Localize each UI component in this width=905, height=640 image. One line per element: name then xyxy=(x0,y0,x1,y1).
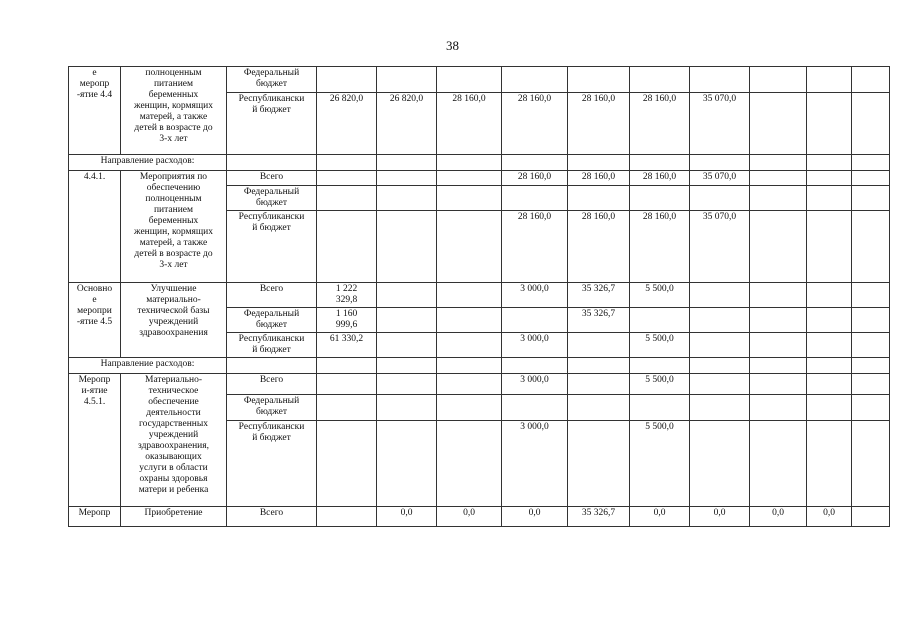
amount-cell xyxy=(750,421,807,507)
empty-cell xyxy=(568,358,630,374)
amount-cell: 5 500,0 xyxy=(630,374,690,395)
amount-cell xyxy=(630,308,690,333)
amount-cell: 3 000,0 xyxy=(502,421,568,507)
amount-cell xyxy=(502,308,568,333)
amount-cell xyxy=(317,374,377,395)
measure-code-cell: Меропр и-ятие 4.5.1. xyxy=(69,374,121,507)
empty-cell xyxy=(690,358,750,374)
amount-cell xyxy=(377,186,437,211)
amount-cell xyxy=(568,421,630,507)
amount-cell: 28 160,0 xyxy=(502,93,568,155)
amount-cell xyxy=(437,421,502,507)
amount-cell: 28 160,0 xyxy=(568,171,630,186)
amount-cell xyxy=(568,395,630,421)
measure-name-cell: Улучшение материально- технической базы учреждений здравоохранения xyxy=(121,283,227,358)
amount-cell xyxy=(317,67,377,93)
empty-cell xyxy=(437,155,502,171)
amount-cell xyxy=(502,395,568,421)
amount-cell: 5 500,0 xyxy=(630,283,690,308)
amount-cell xyxy=(630,395,690,421)
measure-code-cell: Меропр xyxy=(69,507,121,527)
amount-cell xyxy=(377,308,437,333)
amount-cell xyxy=(317,211,377,283)
amount-cell xyxy=(690,308,750,333)
amount-cell xyxy=(377,374,437,395)
amount-cell xyxy=(852,211,890,283)
empty-cell xyxy=(502,155,568,171)
amount-cell xyxy=(807,395,852,421)
amount-cell xyxy=(750,186,807,211)
amount-cell xyxy=(437,283,502,308)
amount-cell xyxy=(568,186,630,211)
amount-cell xyxy=(852,333,890,358)
amount-cell: 1 222 329,8 xyxy=(317,283,377,308)
amount-cell xyxy=(852,67,890,93)
empty-cell xyxy=(437,358,502,374)
amount-cell: 0,0 xyxy=(750,507,807,527)
amount-cell: 35 070,0 xyxy=(690,171,750,186)
amount-cell xyxy=(568,333,630,358)
empty-cell xyxy=(630,358,690,374)
page-number: 38 xyxy=(446,38,459,53)
amount-cell: 1 160 999,6 xyxy=(317,308,377,333)
table-row xyxy=(69,358,890,374)
empty-cell xyxy=(750,358,807,374)
amount-cell: 0,0 xyxy=(690,507,750,527)
funding-source-cell: Всего xyxy=(227,507,317,527)
amount-cell xyxy=(502,67,568,93)
funding-source-cell: Федеральный бюджет xyxy=(227,186,317,211)
amount-cell xyxy=(807,93,852,155)
amount-cell xyxy=(377,283,437,308)
table-row xyxy=(69,374,890,395)
amount-cell: 0,0 xyxy=(437,507,502,527)
amount-cell xyxy=(750,374,807,395)
amount-cell xyxy=(317,421,377,507)
amount-cell: 28 160,0 xyxy=(437,93,502,155)
amount-cell: 3 000,0 xyxy=(502,374,568,395)
amount-cell xyxy=(852,171,890,186)
funding-source-cell: Федеральный бюджет xyxy=(227,308,317,333)
amount-cell xyxy=(568,374,630,395)
empty-cell xyxy=(377,358,437,374)
amount-cell: 3 000,0 xyxy=(502,333,568,358)
empty-cell xyxy=(317,155,377,171)
table-row xyxy=(69,155,890,171)
empty-cell xyxy=(690,155,750,171)
amount-cell: 3 000,0 xyxy=(502,283,568,308)
empty-cell xyxy=(852,358,890,374)
amount-cell xyxy=(690,186,750,211)
amount-cell xyxy=(630,67,690,93)
table-row xyxy=(69,67,890,93)
amount-cell: 35 326,7 xyxy=(568,507,630,527)
amount-cell xyxy=(807,211,852,283)
amount-cell xyxy=(437,308,502,333)
amount-cell xyxy=(437,186,502,211)
amount-cell: 35 326,7 xyxy=(568,283,630,308)
funding-source-cell: Всего xyxy=(227,374,317,395)
amount-cell xyxy=(852,308,890,333)
amount-cell: 35 070,0 xyxy=(690,93,750,155)
direction-label-cell: Направление расходов: xyxy=(69,358,227,374)
funding-source-cell: Всего xyxy=(227,283,317,308)
amount-cell: 61 330,2 xyxy=(317,333,377,358)
table-row xyxy=(69,283,890,308)
amount-cell xyxy=(852,283,890,308)
amount-cell: 28 160,0 xyxy=(630,171,690,186)
amount-cell xyxy=(317,186,377,211)
amount-cell xyxy=(437,374,502,395)
amount-cell xyxy=(437,333,502,358)
amount-cell xyxy=(807,333,852,358)
amount-cell: 28 160,0 xyxy=(568,211,630,283)
amount-cell xyxy=(807,67,852,93)
amount-cell xyxy=(807,308,852,333)
amount-cell xyxy=(852,186,890,211)
budget-table xyxy=(68,66,890,527)
amount-cell xyxy=(750,67,807,93)
funding-source-cell: Республикански й бюджет xyxy=(227,333,317,358)
funding-source-cell: Республикански й бюджет xyxy=(227,93,317,155)
amount-cell xyxy=(852,93,890,155)
measure-name-cell: полноценным питанием беременных женщин, кормящих матерей, а также детей в возрасте до 3-х лет xyxy=(121,67,227,155)
amount-cell: 28 160,0 xyxy=(568,93,630,155)
empty-cell xyxy=(807,358,852,374)
amount-cell xyxy=(690,333,750,358)
amount-cell xyxy=(317,171,377,186)
amount-cell: 5 500,0 xyxy=(630,333,690,358)
amount-cell: 0,0 xyxy=(807,507,852,527)
amount-cell: 0,0 xyxy=(502,507,568,527)
amount-cell xyxy=(690,374,750,395)
amount-cell xyxy=(437,171,502,186)
amount-cell xyxy=(807,186,852,211)
amount-cell xyxy=(568,67,630,93)
amount-cell xyxy=(852,507,890,527)
amount-cell xyxy=(750,333,807,358)
amount-cell xyxy=(377,395,437,421)
amount-cell xyxy=(377,421,437,507)
empty-cell xyxy=(227,155,317,171)
amount-cell: 35 326,7 xyxy=(568,308,630,333)
amount-cell xyxy=(437,211,502,283)
funding-source-cell: Республикански й бюджет xyxy=(227,211,317,283)
measure-code-cell: е меропр -ятие 4.4 xyxy=(69,67,121,155)
empty-cell xyxy=(568,155,630,171)
table-row xyxy=(69,507,890,527)
amount-cell: 28 160,0 xyxy=(630,93,690,155)
funding-source-cell: Всего xyxy=(227,171,317,186)
empty-cell xyxy=(630,155,690,171)
amount-cell xyxy=(690,283,750,308)
amount-cell xyxy=(690,67,750,93)
amount-cell xyxy=(750,308,807,333)
amount-cell: 26 820,0 xyxy=(317,93,377,155)
funding-source-cell: Федеральный бюджет xyxy=(227,395,317,421)
amount-cell xyxy=(750,395,807,421)
amount-cell: 0,0 xyxy=(630,507,690,527)
amount-cell xyxy=(852,374,890,395)
amount-cell xyxy=(317,395,377,421)
amount-cell: 28 160,0 xyxy=(502,171,568,186)
measure-name-cell: Материально- техническое обеспечение деятельности государственных учреждений здравоохранения, оказывающих услуги в области охраны здоровья матери и ребенка xyxy=(121,374,227,507)
amount-cell xyxy=(377,211,437,283)
amount-cell xyxy=(852,421,890,507)
amount-cell xyxy=(437,67,502,93)
amount-cell: 5 500,0 xyxy=(630,421,690,507)
amount-cell xyxy=(750,171,807,186)
measure-code-cell: 4.4.1. xyxy=(69,171,121,283)
amount-cell: 28 160,0 xyxy=(502,211,568,283)
amount-cell: 28 160,0 xyxy=(630,211,690,283)
amount-cell xyxy=(852,395,890,421)
empty-cell xyxy=(317,358,377,374)
amount-cell xyxy=(750,283,807,308)
measure-code-cell: Основно е меропри -ятие 4.5 xyxy=(69,283,121,358)
empty-cell xyxy=(377,155,437,171)
direction-label-cell: Направление расходов: xyxy=(69,155,227,171)
funding-source-cell: Федеральный бюджет xyxy=(227,67,317,93)
amount-cell: 35 070,0 xyxy=(690,211,750,283)
amount-cell xyxy=(377,171,437,186)
amount-cell xyxy=(807,283,852,308)
amount-cell xyxy=(690,421,750,507)
table-row xyxy=(69,171,890,186)
amount-cell xyxy=(750,93,807,155)
amount-cell xyxy=(807,421,852,507)
amount-cell: 0,0 xyxy=(377,507,437,527)
amount-cell xyxy=(630,186,690,211)
amount-cell xyxy=(377,67,437,93)
funding-source-cell: Республикански й бюджет xyxy=(227,421,317,507)
amount-cell xyxy=(750,211,807,283)
measure-name-cell: Приобретение xyxy=(121,507,227,527)
empty-cell xyxy=(227,358,317,374)
amount-cell xyxy=(807,374,852,395)
amount-cell xyxy=(502,186,568,211)
amount-cell xyxy=(807,171,852,186)
empty-cell xyxy=(502,358,568,374)
empty-cell xyxy=(807,155,852,171)
amount-cell xyxy=(690,395,750,421)
empty-cell xyxy=(750,155,807,171)
measure-name-cell: Мероприятия по обеспечению полноценным питанием беременных женщин, кормящих матерей, а также детей в возрасте до 3-х лет xyxy=(121,171,227,283)
amount-cell xyxy=(437,395,502,421)
empty-cell xyxy=(852,155,890,171)
amount-cell xyxy=(317,507,377,527)
amount-cell: 26 820,0 xyxy=(377,93,437,155)
amount-cell xyxy=(377,333,437,358)
